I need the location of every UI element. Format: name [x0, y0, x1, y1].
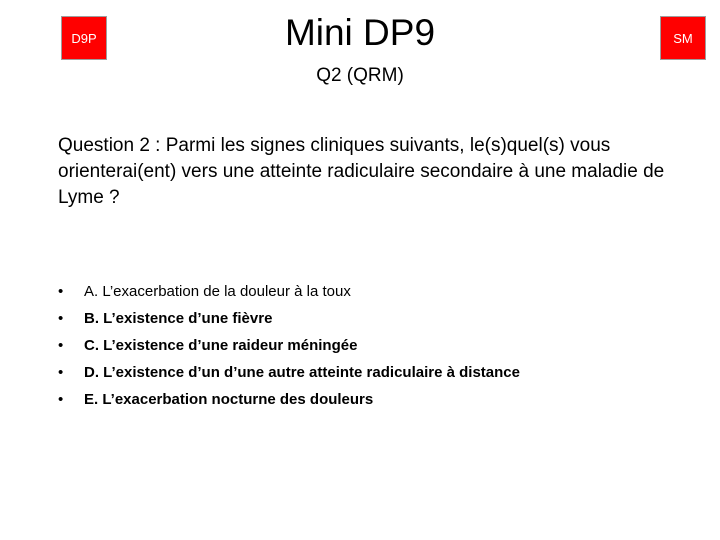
option-e: E. L’exacerbation nocturne des douleurs: [84, 391, 374, 408]
list-item: [58, 332, 520, 359]
option-d: D. L’existence d’un d’une autre atteinte radiculaire à distance: [84, 364, 520, 381]
question-text: Question 2 : Parmi les signes cliniques suivants, le(s)quel(s) vous orienterai(ent) vers une atteinte radiculaire secondaire à une maladie de Lyme ?: [58, 135, 665, 208]
option-a: A. L’exacerbation de la douleur à la toux: [84, 283, 351, 300]
bullet-icon: •: [58, 310, 64, 327]
left-badge: D9P: [61, 16, 107, 60]
answer-options-list: [58, 278, 520, 413]
list-item: [58, 305, 520, 332]
list-item: [58, 359, 520, 386]
slide-title: Mini DP9: [284, 12, 436, 53]
right-badge: SM: [660, 16, 706, 60]
bullet-icon: •: [58, 364, 64, 381]
list-item: [58, 386, 520, 413]
slide-subtitle: Q2 (QRM): [316, 65, 404, 86]
bullet-icon: •: [58, 337, 64, 354]
option-b: B. L’existence d’une fièvre: [84, 310, 273, 327]
bullet-icon: •: [58, 283, 64, 300]
list-item: [58, 278, 520, 305]
bullet-icon: •: [58, 391, 64, 408]
option-c: C. L’existence d’une raideur méningée: [84, 337, 358, 354]
